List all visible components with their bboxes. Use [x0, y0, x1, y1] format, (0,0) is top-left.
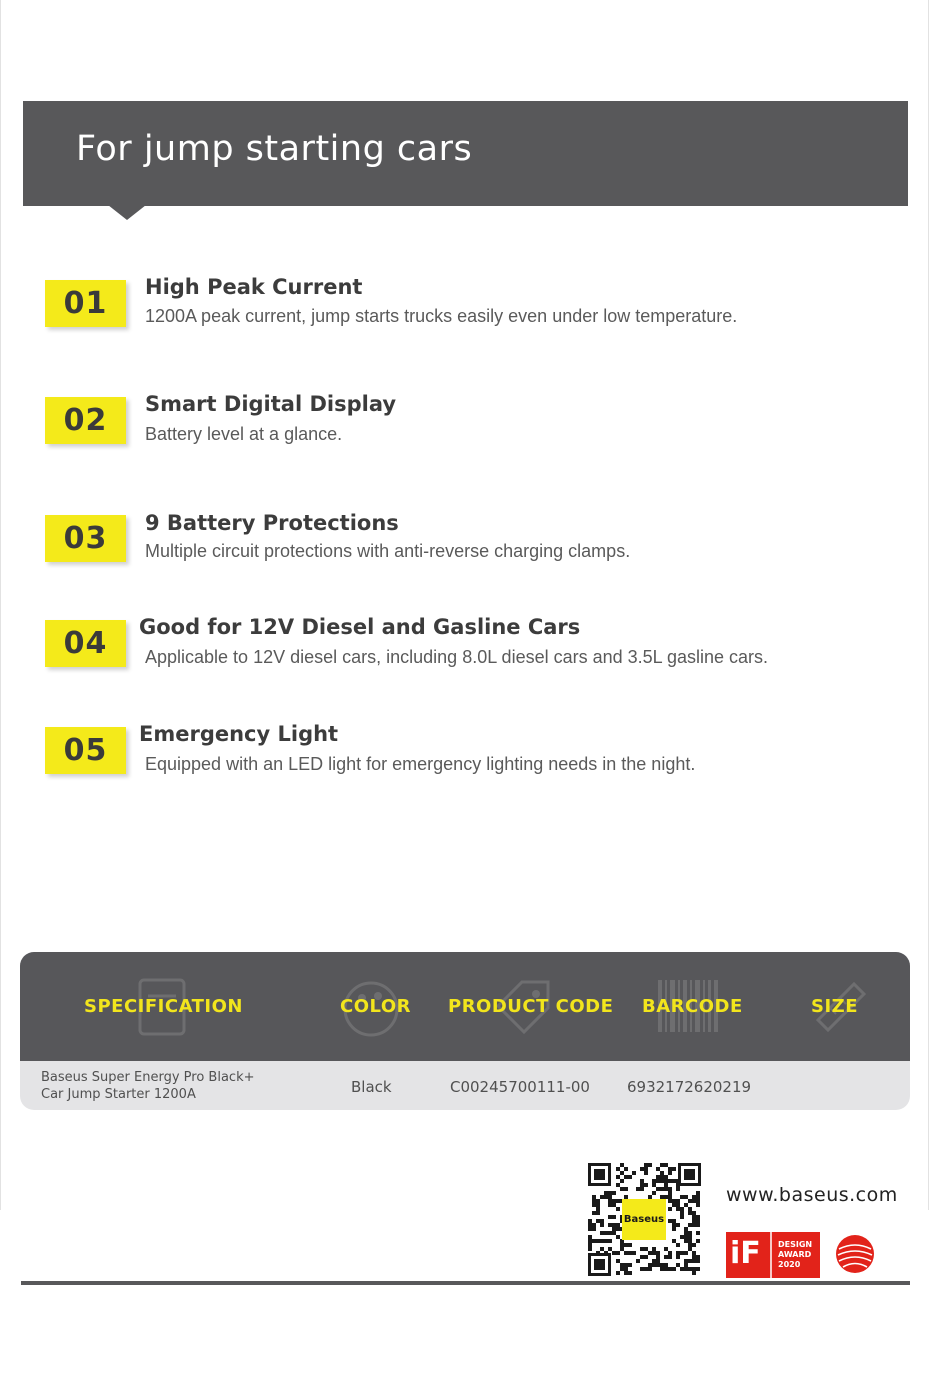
feature-number: 05	[63, 733, 108, 768]
feature-item	[0, 610, 930, 690]
feature-number: 02	[63, 403, 108, 438]
left-frame-line	[0, 0, 1, 1210]
if-award-line-2: AWARD	[778, 1250, 812, 1259]
barcode-cell: 6932172620219	[627, 1078, 752, 1096]
feature-description: 1200A peak current, jump starts trucks easily even under low temperature.	[145, 306, 738, 326]
feature-description: Applicable to 12V diesel cars, including 8.0L diesel cars and 3.5L gasline cars.	[145, 647, 769, 667]
specification-table-header	[20, 952, 910, 1061]
feature-description: Multiple circuit protections with anti-reverse charging clamps.	[145, 541, 631, 561]
feature-number-badge	[45, 727, 126, 774]
website-link[interactable]: www.baseus.com	[726, 1184, 898, 1206]
qr-logo-text: Baseus	[623, 1214, 665, 1225]
color-cell: Black	[351, 1078, 392, 1096]
feature-number-badge	[45, 515, 126, 562]
feature-title: Smart Digital Display	[145, 392, 397, 416]
feature-title: 9 Battery Protections	[145, 511, 399, 535]
feature-number: 03	[63, 521, 108, 556]
product-code-cell: C00245700111-00	[450, 1078, 590, 1096]
section-header	[23, 101, 908, 206]
feature-description: Equipped with an LED light for emergency lighting needs in the night.	[145, 754, 696, 774]
feature-title: Emergency Light	[139, 722, 339, 746]
feature-number-badge	[45, 280, 126, 327]
right-frame-line	[928, 0, 929, 1210]
feature-title: High Peak Current	[145, 275, 363, 299]
feature-number: 01	[63, 286, 108, 321]
color-header: COLOR	[340, 996, 412, 1017]
bottom-rule	[21, 1281, 910, 1285]
feature-item	[0, 270, 930, 350]
feature-description: Battery level at a glance.	[145, 424, 343, 444]
feature-item	[0, 717, 930, 797]
section-title: For jump starting cars	[76, 129, 473, 169]
specification-header: SPECIFICATION	[84, 996, 243, 1017]
product-name-cell	[41, 1069, 254, 1103]
feature-number-badge	[45, 620, 126, 667]
header-notch	[108, 205, 146, 220]
if-award-line-1: DESIGN	[778, 1240, 813, 1249]
feature-item	[0, 505, 930, 585]
feature-item	[0, 387, 930, 467]
feature-number-badge	[45, 397, 126, 444]
feature-number: 04	[63, 626, 108, 661]
if-brand-text: iF	[730, 1236, 761, 1271]
if-award-line-3: 2020	[778, 1260, 801, 1269]
product-code-header: PRODUCT CODE	[448, 996, 614, 1017]
size-header: SIZE	[811, 996, 859, 1017]
barcode-header: BARCODE	[642, 996, 743, 1017]
feature-title: Good for 12V Diesel and Gasline Cars	[139, 615, 581, 639]
product-name-line-1: Baseus Super Energy Pro Black+	[41, 1070, 255, 1085]
qr-code-icon[interactable]	[587, 1162, 702, 1277]
if-design-award-logo	[726, 1232, 820, 1278]
red-dot-award-icon	[834, 1233, 876, 1275]
specification-table	[20, 952, 910, 1110]
product-name-line-2: Car Jump Starter 1200A	[41, 1087, 196, 1102]
